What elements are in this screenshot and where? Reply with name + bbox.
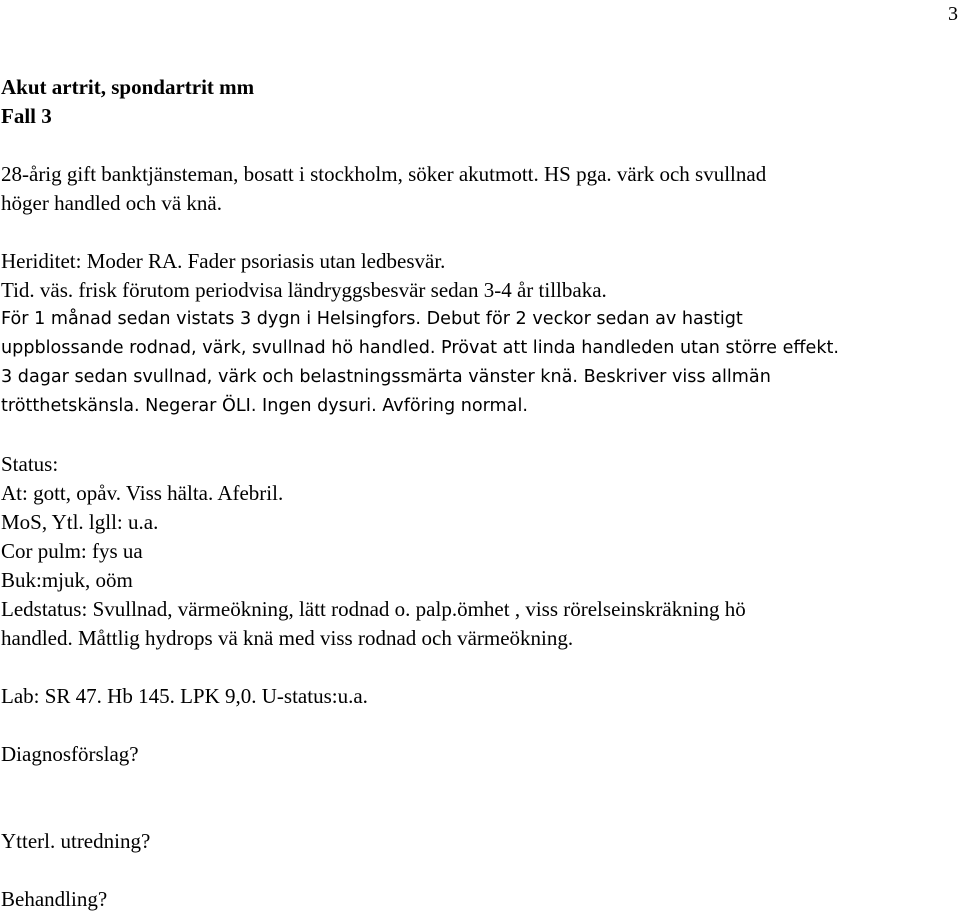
intro-line: 28-årig gift banktjänsteman, bosatt i stockholm, söker akutmott. HS pga. värk och svullnad	[1, 162, 767, 186]
previous-health-line: Tid. väs. frisk förutom periodvisa ländryggsbesvär sedan 3-4 år tillbaka.	[1, 278, 607, 302]
lab-results: Lab: SR 47. Hb 145. LPK 9,0. U-status:u.a.	[1, 684, 368, 708]
lab-section	[1, 682, 951, 711]
spacer	[1, 769, 951, 827]
current-illness	[1, 305, 951, 421]
illness-line: 3 dagar sedan svullnad, värk och belastningssmärta vänster knä. Beskriver viss allmän	[1, 367, 771, 387]
page-number: 3	[948, 3, 958, 25]
spacer	[1, 218, 951, 247]
question-diagnosis	[1, 740, 951, 769]
diagnosis-question: Diagnosförslag?	[1, 742, 139, 766]
status-section	[1, 450, 951, 653]
illness-line: trötthetskänsla. Negerar ÖLI. Ingen dysuri. Avföring normal.	[1, 396, 528, 416]
status-abdomen: Buk:mjuk, oöm	[1, 568, 133, 592]
status-general: At: gott, opåv. Viss hälta. Afebril.	[1, 481, 284, 505]
status-label: Status:	[1, 452, 59, 476]
spacer	[1, 421, 951, 450]
illness-line: uppblossande rodnad, värk, svullnad hö handled. Prövat att linda handleden utan större effekt.	[1, 338, 840, 358]
heading-case-number: Fall 3	[1, 104, 52, 128]
spacer	[1, 131, 951, 160]
spacer	[1, 711, 951, 740]
document-heading	[1, 73, 951, 131]
spacer	[1, 856, 951, 885]
question-treatment	[1, 885, 951, 914]
intro-line: höger handled och vä knä.	[1, 191, 223, 215]
history-section	[1, 247, 951, 305]
spacer	[1, 653, 951, 682]
status-joints: handled. Måttlig hydrops vä knä med viss rodnad och värmeökning.	[1, 626, 574, 650]
case-intro	[1, 160, 951, 218]
investigation-question: Ytterl. utredning?	[1, 829, 151, 853]
heading-topic: Akut artrit, spondartrit mm	[1, 75, 255, 99]
status-mos: MoS, Ytl. lgll: u.a.	[1, 510, 159, 534]
treatment-question: Behandling?	[1, 887, 108, 911]
status-cor-pulm: Cor pulm: fys ua	[1, 539, 143, 563]
illness-line: För 1 månad sedan vistats 3 dygn i Helsingfors. Debut för 2 veckor sedan av hastigt	[1, 309, 743, 329]
document-body	[1, 73, 951, 914]
heredity-line: Heriditet: Moder RA. Fader psoriasis utan ledbesvär.	[1, 249, 446, 273]
question-investigation	[1, 827, 951, 856]
status-joints: Ledstatus: Svullnad, värmeökning, lätt rodnad o. palp.ömhet , viss rörelseinskräkning hö	[1, 597, 746, 621]
